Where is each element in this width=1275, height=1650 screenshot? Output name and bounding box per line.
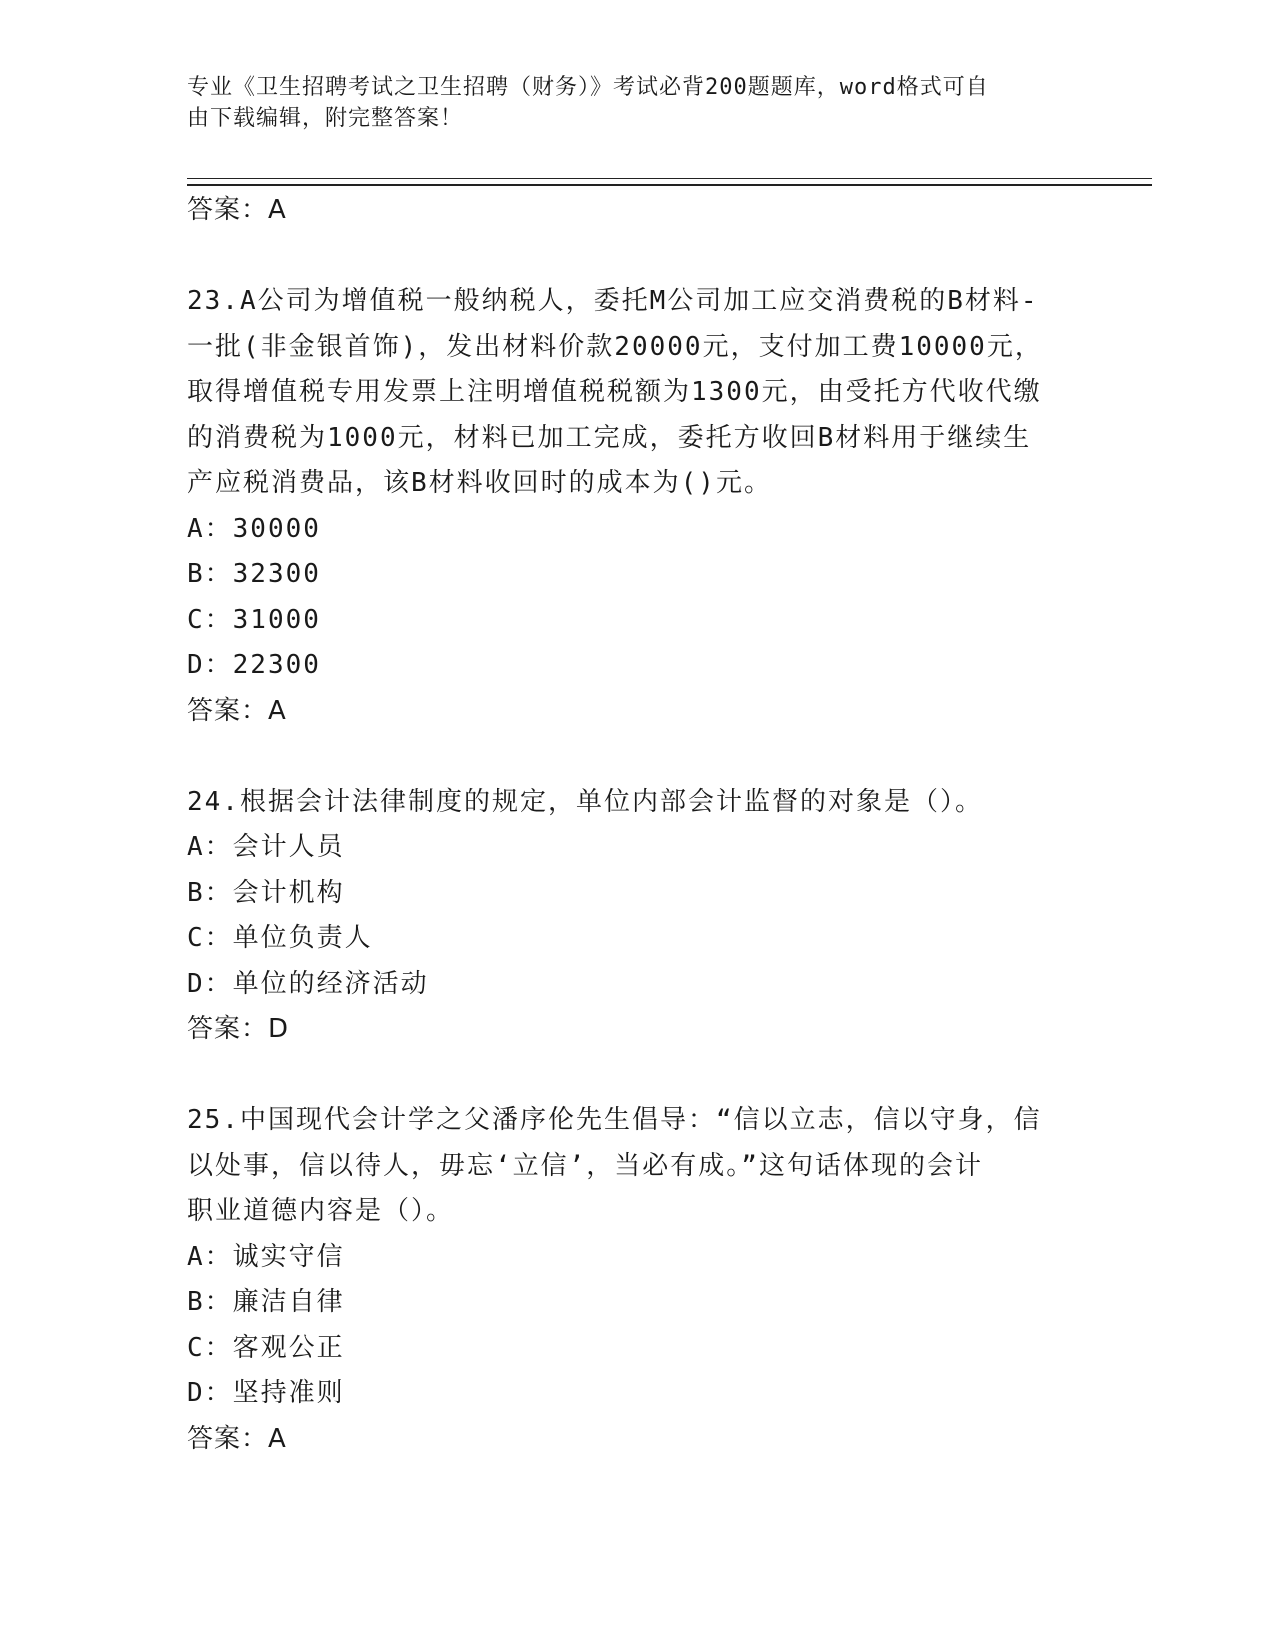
option-b: B：廉洁自律 <box>187 1287 345 1317</box>
question-stem-line: 以处事，信以待人，毋忘‘立信’，当必有成。”这句话体现的会计 <box>187 1150 983 1181</box>
header-line-2: 由下载编辑，附完整答案！ <box>187 106 464 131</box>
option-d: D：22300 <box>187 650 321 680</box>
option-c: C：客观公正 <box>187 1332 345 1363</box>
option-b: B：32300 <box>187 559 321 589</box>
question-stem-line: 24.根据会计法律制度的规定，单位内部会计监督的对象是（）。 <box>187 786 983 817</box>
option-d: D：坚持准则 <box>187 1378 345 1408</box>
option-a: A：诚实守信 <box>187 1241 345 1272</box>
document-header <box>187 72 1067 134</box>
question-24 <box>187 780 1087 1053</box>
answer: 答案：A <box>187 1423 287 1454</box>
question-23 <box>187 279 1087 734</box>
option-c: C：31000 <box>187 604 321 635</box>
spacer <box>187 1053 1087 1099</box>
header-divider <box>187 178 1152 186</box>
question-stem-line: 产应税消费品，该B材料收回时的成本为()元。 <box>187 468 772 498</box>
question-stem-line: 25.中国现代会计学之父潘序伦先生倡导：“信以立志，信以守身，信 <box>187 1105 1042 1135</box>
answer: 答案：D <box>187 1014 290 1044</box>
spacer <box>187 734 1087 780</box>
question-stem-line: 23.A公司为增值税一般纳税人，委托M公司加工应交消费税的B材料- <box>187 286 1039 316</box>
option-a: A：30000 <box>187 513 321 544</box>
answer: 答案：A <box>187 695 287 726</box>
previous-answer: 答案：A <box>187 195 287 225</box>
option-b: B：会计机构 <box>187 877 345 908</box>
header-line-1: 专业《卫生招聘考试之卫生招聘（财务）》考试必背200题题库，word格式可自 <box>187 75 989 100</box>
question-content <box>187 188 1087 1462</box>
option-a: A：会计人员 <box>187 832 345 862</box>
spacer <box>187 234 1087 280</box>
question-stem-line: 一批(非金银首饰)，发出材料价款20000元，支付加工费10000元， <box>187 331 1043 362</box>
question-stem-line: 的消费税为1000元，材料已加工完成，委托方收回B材料用于继续生 <box>187 422 1032 453</box>
option-d: D：单位的经济活动 <box>187 968 429 999</box>
question-stem-line: 职业道德内容是（）。 <box>187 1196 455 1226</box>
question-25 <box>187 1098 1087 1462</box>
question-stem-line: 取得增值税专用发票上注明增值税税额为1300元，由受托方代收代缴 <box>187 377 1042 407</box>
option-c: C：单位负责人 <box>187 923 373 953</box>
